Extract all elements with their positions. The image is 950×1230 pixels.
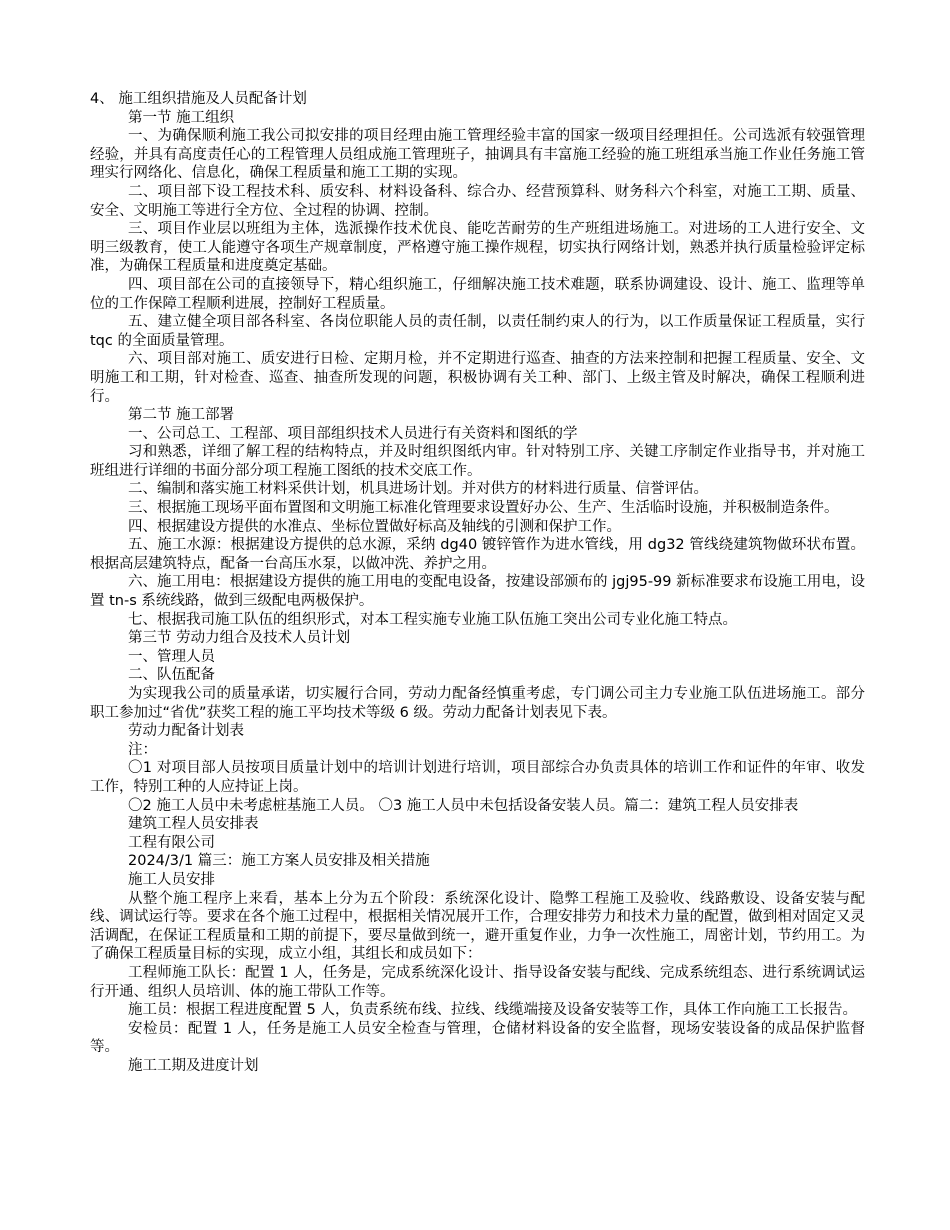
paragraph: 一、管理人员	[128, 648, 215, 665]
section-heading: 4、 施工组织措施及人员配备计划	[90, 91, 307, 107]
paragraph: 一、为确保顺利施工我公司拟安排的项目经理由施工管理经验丰富的国家一级项目经理担任。公司选派有较强管理经验，并具有高度责任心的工程管理人员组成施工管理班子，抽调具有丰富施工经验的施工班组承当施工作业任务施工管理实行网络化、信息化，确保工程质量和施工工期的实现。	[90, 128, 865, 182]
paragraph: 二、项目部下设工程技术科、质安科、材料设备科、综合办、经营预算科、财务科六个科室，对施工工期、质量、安全、文明施工等进行全方位、全过程的协调、控制。	[90, 183, 865, 219]
paragraph: 施工员：根据工程进度配置 5 人，负责系统布线、拉线、线缆端接及设备安装等工作，具体工作向施工工长报告。	[128, 1002, 857, 1019]
paragraph: 一、公司总工、工程部、项目部组织技术人员进行有关资料和图纸的学	[128, 425, 578, 442]
paragraph: 六、项目部对施工、质安进行日检、定期月检，并不定期进行巡查、抽查的方法来控制和把握工程质量、安全、文明施工和工期，针对检查、巡查、抽查所发现的问题，积极协调有关工种、部门、上级主管及时解决，确保工程顺利进行。	[90, 351, 865, 405]
paragraph: 为实现我公司的质量承诺，切实履行合同，劳动力配备经慎重考虑，专门调公司主力专业施工队伍进场施工。部分职工参加过“省优”获奖工程的施工平均技术等级 6 级。劳动力配备计划表见下表。	[90, 686, 865, 721]
paragraph: 三、根据施工现场平面布置图和文明施工标准化管理要求设置好办公、生产、生活临时设施，并积极制造条件。	[128, 500, 839, 517]
note-item: 〇1 对项目部人员按项目质量计划中的培训计划进行培训，项目部综合办负责具体的培训工作和证件的年审、收发工作，特别工种的人应持证上岗。	[90, 760, 865, 795]
paragraph: 五、建立健全项目部各科室、各岗位职能人员的责任制，以责任制约束人的行为，以工作质量保证工程质量，实行 tqc 的全面质量管理。	[90, 314, 865, 349]
paragraph: 三、项目作业层以班组为主体，选派操作技术优良、能吃苦耐劳的生产班组进场施工。对进场的工人进行安全、文明三级教育，使工人能遵守各项生产规章制度，严格遵守施工操作规程，切实执行网络计划，熟悉并执行质量检验评定标准，为确保工程质量和进度奠定基础。	[90, 221, 865, 275]
paragraph: 五、施工水源：根据建设方提供的总水源，采纳 dg40 镀锌管作为进水管线，用 dg32 管线绕建筑物做环状布置。根据高层建筑特点，配备一台高压水泵，以做冲洗、养护之用。	[90, 537, 865, 572]
paragraph: 七、根据我司施工队伍的组织形式，对本工程实施专业施工队伍施工突出公司专业化施工特点。	[128, 611, 737, 628]
note-item: 〇2 施工人员中未考虑桩基施工人员。 〇3 施工人员中未包括设备安装人员。篇二：建筑工程人员安排表	[128, 797, 799, 814]
paragraph: 习和熟悉，详细了解工程的结构特点，并及时组织图纸内审。针对特别工序、关键工序制定作业指导书，并对施工班组进行详细的书面分部分项工程施工图纸的技术交底工作。	[90, 444, 865, 479]
paragraph: 安检员：配置 1 人，任务是施工人员安全检查与管理，仓储材料设备的安全监督，现场安装设备的成品保护监督等。	[90, 1020, 865, 1056]
paragraph: 工程有限公司	[128, 834, 215, 851]
paragraph: 工程师施工队长：配置 1 人，任务是，完成系统深化设计、指导设备安装与配线、完成系统组态、进行系统调试运行开通、组织人员培训、体的施工带队工作等。	[90, 964, 865, 1000]
subsection-heading: 第二节 施工部署	[128, 407, 235, 424]
paragraph: 施工工期及进度计划	[128, 1057, 259, 1074]
paragraph: 二、队伍配备	[128, 667, 215, 684]
table-caption: 劳动力配备计划表	[128, 723, 244, 740]
paragraph: 建筑工程人员安排表	[128, 816, 259, 833]
subsection-heading: 第三节 劳动力组合及技术人员计划	[128, 630, 351, 647]
paragraph: 2024/3/1 篇三：施工方案人员安排及相关措施	[128, 853, 430, 870]
paragraph: 二、编制和落实施工材料采供计划，机具进场计划。并对供方的材料进行质量、信誉评估。	[128, 481, 708, 498]
subsection-heading: 第一节 施工组织	[128, 109, 235, 126]
paragraph: 四、项目部在公司的直接领导下，精心组织施工，仔细解决施工技术难题，联系协调建设、设计、施工、监理等单位的工作保障工程顺利进展，控制好工程质量。	[90, 276, 865, 312]
paragraph: 从整个施工程序上来看，基本上分为五个阶段：系统深化设计、隐弊工程施工及验收、线路敷设、设备安装与配线、调试运行等。要求在各个施工过程中，根据相关情况展开工作，合理安排劳力和技术力量的配置，做到相对固定又灵活调配，在保证工程质量和工期的前提下，要尽量做到统一，避开重复作业，力争一次性施工，周密计划，节约用工。为了确保工程质量目标的实现，成立小组，其组长和成员如下：	[90, 890, 865, 963]
paragraph: 四、根据建设方提供的水准点、坐标位置做好标高及轴线的引测和保护工作。	[128, 518, 621, 535]
paragraph: 六、施工用电：根据建设方提供的施工用电的变配电设备，按建设部颁布的 jgj95-99 新标准要求布设施工用电，设置 tn-s 系统线路，做到三级配电两极保护。	[90, 574, 865, 610]
document-body	[90, 90, 865, 1075]
note-label: 注：	[128, 741, 157, 758]
paragraph: 施工人员安排	[128, 871, 215, 888]
